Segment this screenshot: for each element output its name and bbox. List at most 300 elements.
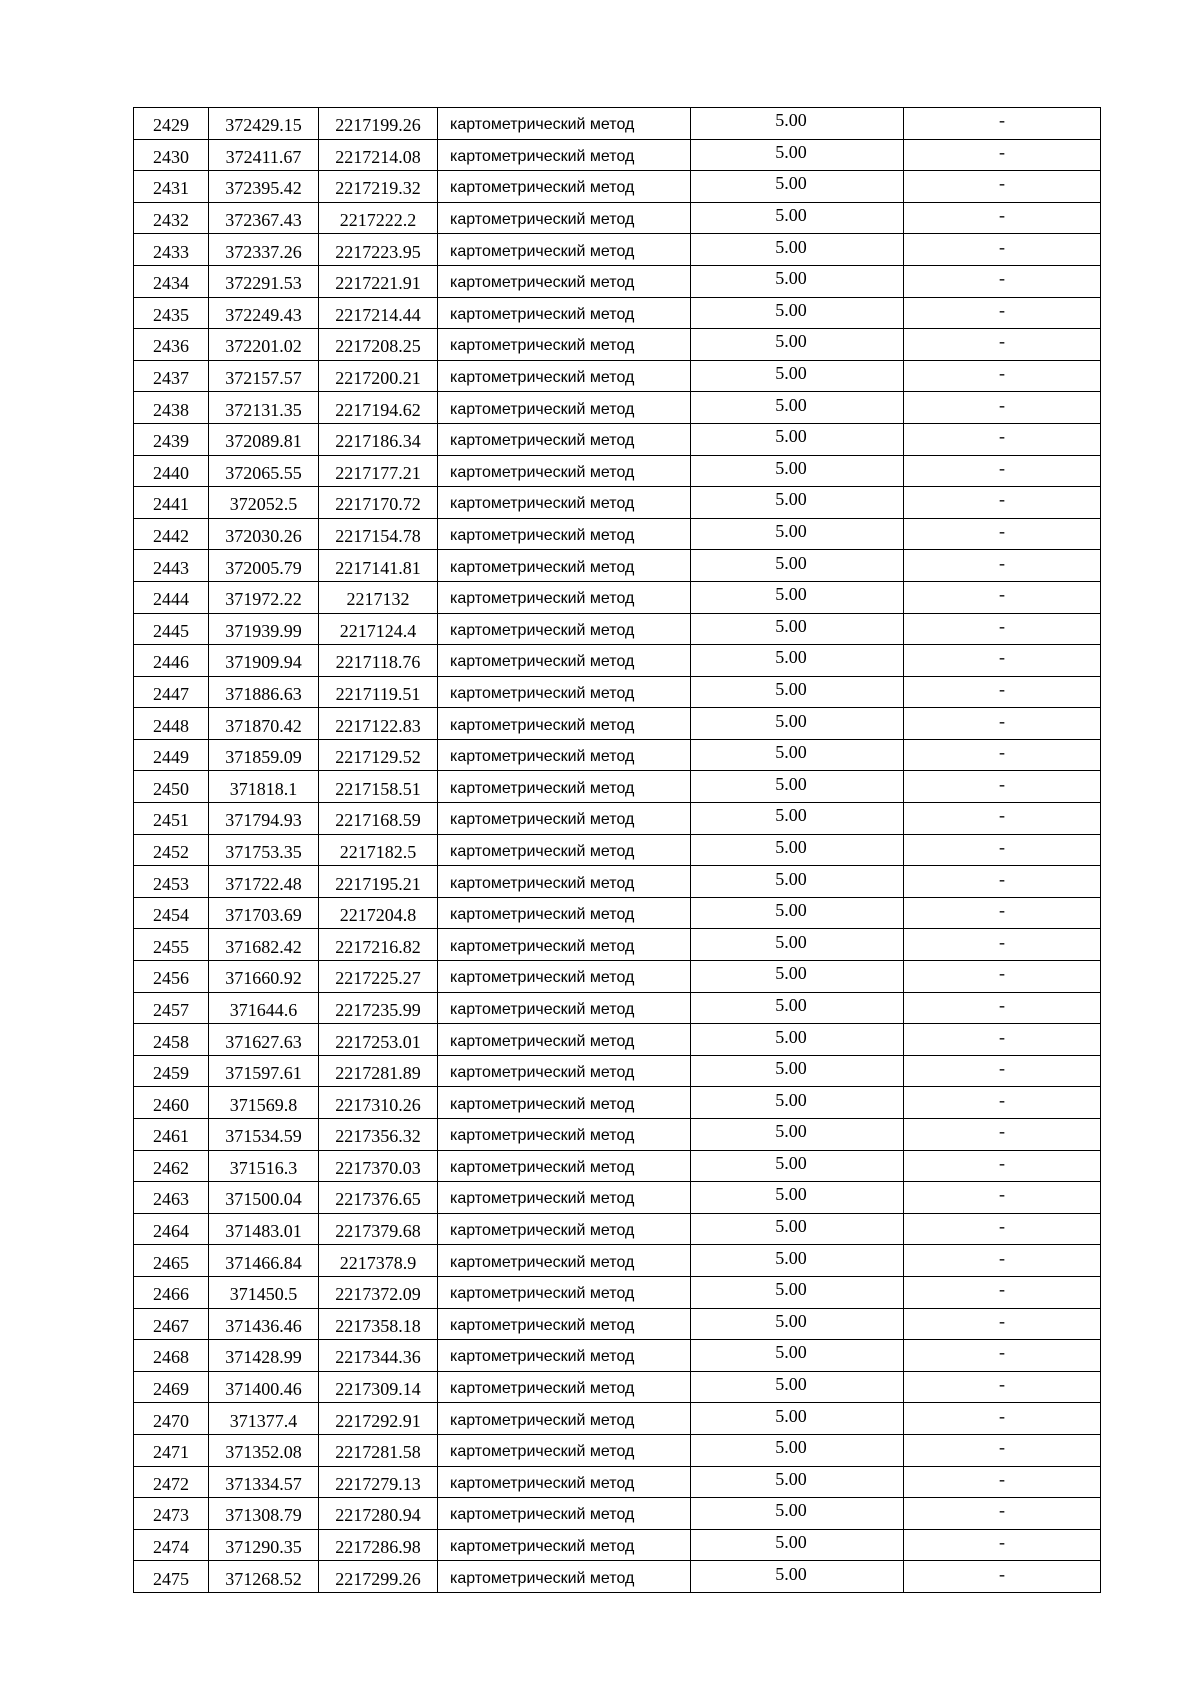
note-text: -: [999, 1247, 1005, 1268]
y-coordinate-text: 2217286.98: [335, 1537, 421, 1558]
table-row: [134, 550, 1101, 582]
accuracy-cell: [691, 360, 904, 392]
x-coordinate-text: 371597.61: [225, 1063, 302, 1084]
method-cell: [438, 518, 691, 550]
x-coordinate-text: 371268.52: [225, 1568, 302, 1589]
method-text: картометрический метод: [450, 621, 635, 639]
y-coordinate-cell: [319, 771, 438, 803]
point-number-text: 2462: [153, 1157, 189, 1178]
y-coordinate-cell: [319, 1340, 438, 1372]
method-text: картометрический метод: [450, 116, 635, 134]
point-number-text: 2465: [153, 1252, 189, 1273]
y-coordinate-text: 2217344.36: [335, 1347, 421, 1368]
table-row: [134, 929, 1101, 961]
note-text: -: [999, 426, 1005, 447]
table-row: [134, 1276, 1101, 1308]
y-coordinate-cell: [319, 1245, 438, 1277]
note-text: -: [999, 1216, 1005, 1237]
point-number-cell: [134, 1213, 209, 1245]
note-text: -: [999, 773, 1005, 794]
accuracy-cell: [691, 550, 904, 582]
method-cell: [438, 1308, 691, 1340]
accuracy-cell: [691, 581, 904, 613]
accuracy-text: 5.00: [775, 994, 807, 1015]
accuracy-text: 5.00: [775, 173, 807, 194]
note-cell: [904, 1245, 1101, 1277]
table-row: [134, 1561, 1101, 1593]
method-text: картометрический метод: [450, 305, 635, 323]
accuracy-cell: [691, 897, 904, 929]
point-number-cell: [134, 234, 209, 266]
accuracy-cell: [691, 613, 904, 645]
x-coordinate-text: 371308.79: [225, 1505, 302, 1526]
point-number-text: 2453: [153, 873, 189, 894]
accuracy-cell: [691, 1340, 904, 1372]
accuracy-cell: [691, 1466, 904, 1498]
point-number-text: 2472: [153, 1473, 189, 1494]
y-coordinate-cell: [319, 1213, 438, 1245]
y-coordinate-cell: [319, 265, 438, 297]
accuracy-text: 5.00: [775, 836, 807, 857]
y-coordinate-cell: [319, 297, 438, 329]
table-row: [134, 1403, 1101, 1435]
point-number-cell: [134, 487, 209, 519]
note-cell: [904, 1024, 1101, 1056]
note-cell: [904, 1308, 1101, 1340]
accuracy-cell: [691, 1498, 904, 1530]
method-text: картометрический метод: [450, 1411, 635, 1429]
y-coordinate-cell: [319, 961, 438, 993]
x-coordinate-text: 371534.59: [225, 1126, 302, 1147]
note-cell: [904, 771, 1101, 803]
y-coordinate-text: 2217186.34: [335, 431, 421, 452]
x-coordinate-cell: [209, 1403, 319, 1435]
y-coordinate-text: 2217200.21: [335, 368, 421, 389]
method-text: картометрический метод: [450, 369, 635, 387]
note-cell: [904, 1276, 1101, 1308]
table-row: [134, 1466, 1101, 1498]
x-coordinate-cell: [209, 1561, 319, 1593]
x-coordinate-cell: [209, 992, 319, 1024]
note-cell: [904, 1340, 1101, 1372]
y-coordinate-cell: [319, 1561, 438, 1593]
y-coordinate-cell: [319, 1055, 438, 1087]
note-text: -: [999, 1279, 1005, 1300]
accuracy-cell: [691, 645, 904, 677]
note-text: -: [999, 1468, 1005, 1489]
y-coordinate-text: 2217379.68: [335, 1221, 421, 1242]
y-coordinate-text: 2217309.14: [335, 1379, 421, 1400]
accuracy-text: 5.00: [775, 678, 807, 699]
method-cell: [438, 1087, 691, 1119]
method-text: картометрический метод: [450, 1474, 635, 1492]
x-coordinate-cell: [209, 771, 319, 803]
y-coordinate-text: 2217194.62: [335, 399, 421, 420]
point-number-cell: [134, 1308, 209, 1340]
point-number-text: 2448: [153, 715, 189, 736]
note-cell: [904, 1498, 1101, 1530]
x-coordinate-text: 371682.42: [225, 936, 302, 957]
note-cell: [904, 1561, 1101, 1593]
point-number-cell: [134, 423, 209, 455]
accuracy-text: 5.00: [775, 1026, 807, 1047]
accuracy-text: 5.00: [775, 205, 807, 226]
y-coordinate-cell: [319, 423, 438, 455]
table-row: [134, 581, 1101, 613]
point-number-cell: [134, 1403, 209, 1435]
point-number-cell: [134, 961, 209, 993]
point-number-text: 2449: [153, 747, 189, 768]
method-cell: [438, 961, 691, 993]
x-coordinate-cell: [209, 1213, 319, 1245]
note-text: -: [999, 205, 1005, 226]
y-coordinate-text: 2217280.94: [335, 1505, 421, 1526]
accuracy-cell: [691, 1213, 904, 1245]
point-number-cell: [134, 1245, 209, 1277]
method-text: картометрический метод: [450, 1443, 635, 1461]
accuracy-cell: [691, 1150, 904, 1182]
point-number-text: 2470: [153, 1410, 189, 1431]
point-number-cell: [134, 1498, 209, 1530]
y-coordinate-cell: [319, 329, 438, 361]
y-coordinate-text: 2217281.89: [335, 1063, 421, 1084]
note-text: -: [999, 1152, 1005, 1173]
point-number-cell: [134, 1119, 209, 1151]
accuracy-text: 5.00: [775, 1405, 807, 1426]
point-number-cell: [134, 929, 209, 961]
x-coordinate-cell: [209, 1245, 319, 1277]
point-number-cell: [134, 613, 209, 645]
y-coordinate-text: 2217118.76: [335, 652, 421, 673]
point-number-text: 2451: [153, 810, 189, 831]
note-text: -: [999, 647, 1005, 668]
x-coordinate-text: 371703.69: [225, 905, 302, 926]
method-cell: [438, 708, 691, 740]
method-cell: [438, 423, 691, 455]
accuracy-text: 5.00: [775, 805, 807, 826]
y-coordinate-text: 2217253.01: [335, 1031, 421, 1052]
accuracy-cell: [691, 1371, 904, 1403]
point-number-text: 2469: [153, 1379, 189, 1400]
accuracy-cell: [691, 1403, 904, 1435]
x-coordinate-text: 371352.08: [225, 1442, 302, 1463]
method-cell: [438, 329, 691, 361]
note-cell: [904, 1087, 1101, 1119]
y-coordinate-text: 2217356.32: [335, 1126, 421, 1147]
x-coordinate-cell: [209, 487, 319, 519]
method-cell: [438, 866, 691, 898]
y-coordinate-cell: [319, 613, 438, 645]
x-coordinate-text: 371939.99: [225, 620, 302, 641]
x-coordinate-text: 372291.53: [225, 273, 302, 294]
y-coordinate-cell: [319, 202, 438, 234]
note-cell: [904, 1213, 1101, 1245]
method-cell: [438, 803, 691, 835]
accuracy-cell: [691, 676, 904, 708]
note-text: -: [999, 1121, 1005, 1142]
y-coordinate-text: 2217122.83: [335, 715, 421, 736]
x-coordinate-cell: [209, 834, 319, 866]
method-text: картометрический метод: [450, 748, 635, 766]
note-cell: [904, 1182, 1101, 1214]
note-cell: [904, 992, 1101, 1024]
point-number-cell: [134, 834, 209, 866]
point-number-text: 2437: [153, 368, 189, 389]
x-coordinate-text: 371400.46: [225, 1379, 302, 1400]
accuracy-cell: [691, 1276, 904, 1308]
note-cell: [904, 297, 1101, 329]
point-number-cell: [134, 139, 209, 171]
accuracy-cell: [691, 455, 904, 487]
y-coordinate-cell: [319, 455, 438, 487]
note-cell: [904, 108, 1101, 140]
y-coordinate-text: 2217132: [346, 589, 410, 610]
point-number-text: 2429: [153, 115, 189, 136]
table-row: [134, 487, 1101, 519]
method-cell: [438, 202, 691, 234]
y-coordinate-cell: [319, 1371, 438, 1403]
table-row: [134, 297, 1101, 329]
x-coordinate-cell: [209, 676, 319, 708]
method-cell: [438, 897, 691, 929]
method-text: картометрический метод: [450, 969, 635, 987]
point-number-text: 2452: [153, 841, 189, 862]
point-number-cell: [134, 1340, 209, 1372]
point-number-text: 2466: [153, 1284, 189, 1305]
x-coordinate-cell: [209, 202, 319, 234]
point-number-text: 2445: [153, 620, 189, 641]
point-number-cell: [134, 1466, 209, 1498]
method-text: картометрический метод: [450, 1348, 635, 1366]
accuracy-text: 5.00: [775, 647, 807, 668]
point-number-cell: [134, 108, 209, 140]
y-coordinate-cell: [319, 803, 438, 835]
point-number-text: 2436: [153, 336, 189, 357]
accuracy-cell: [691, 329, 904, 361]
accuracy-cell: [691, 392, 904, 424]
note-cell: [904, 708, 1101, 740]
table-row: [134, 139, 1101, 171]
point-number-text: 2440: [153, 462, 189, 483]
x-coordinate-text: 372131.35: [225, 399, 302, 420]
y-coordinate-text: 2217129.52: [335, 747, 421, 768]
y-coordinate-text: 2217310.26: [335, 1094, 421, 1115]
point-number-text: 2474: [153, 1537, 189, 1558]
note-cell: [904, 171, 1101, 203]
method-cell: [438, 1276, 691, 1308]
point-number-cell: [134, 1150, 209, 1182]
accuracy-text: 5.00: [775, 1184, 807, 1205]
note-text: -: [999, 994, 1005, 1015]
y-coordinate-cell: [319, 897, 438, 929]
note-text: -: [999, 236, 1005, 257]
x-coordinate-cell: [209, 139, 319, 171]
note-text: -: [999, 1532, 1005, 1553]
y-coordinate-cell: [319, 708, 438, 740]
point-number-cell: [134, 1561, 209, 1593]
point-number-cell: [134, 297, 209, 329]
accuracy-cell: [691, 739, 904, 771]
x-coordinate-text: 371753.35: [225, 841, 302, 862]
accuracy-cell: [691, 1529, 904, 1561]
point-number-cell: [134, 1371, 209, 1403]
x-coordinate-text: 371722.48: [225, 873, 302, 894]
x-coordinate-text: 372337.26: [225, 241, 302, 262]
x-coordinate-text: 372395.42: [225, 178, 302, 199]
y-coordinate-cell: [319, 1466, 438, 1498]
x-coordinate-text: 371569.8: [229, 1094, 298, 1115]
point-number-text: 2473: [153, 1505, 189, 1526]
x-coordinate-text: 371818.1: [229, 778, 298, 799]
method-text: картометрический метод: [450, 779, 635, 797]
x-coordinate-cell: [209, 550, 319, 582]
note-cell: [904, 1371, 1101, 1403]
note-text: -: [999, 1563, 1005, 1584]
table-row: [134, 1055, 1101, 1087]
x-coordinate-cell: [209, 455, 319, 487]
table-row: [134, 739, 1101, 771]
y-coordinate-cell: [319, 518, 438, 550]
accuracy-text: 5.00: [775, 710, 807, 731]
y-coordinate-cell: [319, 1403, 438, 1435]
note-text: -: [999, 805, 1005, 826]
y-coordinate-text: 2217214.08: [335, 146, 421, 167]
x-coordinate-cell: [209, 423, 319, 455]
point-number-cell: [134, 360, 209, 392]
table-row: [134, 992, 1101, 1024]
table-row: [134, 518, 1101, 550]
x-coordinate-cell: [209, 1466, 319, 1498]
point-number-cell: [134, 1087, 209, 1119]
point-number-text: 2450: [153, 778, 189, 799]
x-coordinate-text: 372429.15: [225, 115, 302, 136]
table-row: [134, 1213, 1101, 1245]
accuracy-cell: [691, 234, 904, 266]
method-text: картометрический метод: [450, 590, 635, 608]
y-coordinate-text: 2217223.95: [335, 241, 421, 262]
x-coordinate-cell: [209, 265, 319, 297]
y-coordinate-cell: [319, 1498, 438, 1530]
note-cell: [904, 676, 1101, 708]
y-coordinate-cell: [319, 1529, 438, 1561]
point-number-text: 2467: [153, 1315, 189, 1336]
method-text: картометрический метод: [450, 432, 635, 450]
method-text: картометрический метод: [450, 1285, 635, 1303]
y-coordinate-cell: [319, 929, 438, 961]
point-number-cell: [134, 1434, 209, 1466]
accuracy-cell: [691, 1024, 904, 1056]
note-cell: [904, 1529, 1101, 1561]
y-coordinate-cell: [319, 392, 438, 424]
y-coordinate-cell: [319, 1024, 438, 1056]
point-number-text: 2456: [153, 968, 189, 989]
method-text: картометрический метод: [450, 527, 635, 545]
point-number-text: 2458: [153, 1031, 189, 1052]
table-row: [134, 771, 1101, 803]
note-cell: [904, 1055, 1101, 1087]
point-number-text: 2455: [153, 936, 189, 957]
method-text: картометрический метод: [450, 1127, 635, 1145]
note-cell: [904, 803, 1101, 835]
accuracy-text: 5.00: [775, 1532, 807, 1553]
point-number-text: 2447: [153, 683, 189, 704]
method-cell: [438, 455, 691, 487]
note-cell: [904, 1466, 1101, 1498]
x-coordinate-text: 371794.93: [225, 810, 302, 831]
point-number-cell: [134, 1024, 209, 1056]
x-coordinate-cell: [209, 739, 319, 771]
y-coordinate-text: 2217141.81: [335, 557, 421, 578]
x-coordinate-text: 372005.79: [225, 557, 302, 578]
method-cell: [438, 645, 691, 677]
accuracy-text: 5.00: [775, 1247, 807, 1268]
accuracy-text: 5.00: [775, 1500, 807, 1521]
method-text: картометрический метод: [450, 1158, 635, 1176]
accuracy-text: 5.00: [775, 742, 807, 763]
point-number-text: 2460: [153, 1094, 189, 1115]
y-coordinate-cell: [319, 1087, 438, 1119]
x-coordinate-text: 371870.42: [225, 715, 302, 736]
y-coordinate-text: 2217358.18: [335, 1315, 421, 1336]
accuracy-cell: [691, 297, 904, 329]
y-coordinate-text: 2217214.44: [335, 304, 421, 325]
point-number-cell: [134, 202, 209, 234]
method-cell: [438, 834, 691, 866]
x-coordinate-cell: [209, 645, 319, 677]
y-coordinate-text: 2217199.26: [335, 115, 421, 136]
table-row: [134, 1024, 1101, 1056]
x-coordinate-cell: [209, 708, 319, 740]
method-text: картометрический метод: [450, 1506, 635, 1524]
note-text: -: [999, 836, 1005, 857]
method-cell: [438, 676, 691, 708]
accuracy-cell: [691, 929, 904, 961]
accuracy-cell: [691, 866, 904, 898]
y-coordinate-cell: [319, 1119, 438, 1151]
table-row: [134, 1087, 1101, 1119]
note-text: -: [999, 1310, 1005, 1331]
note-text: -: [999, 615, 1005, 636]
point-number-text: 2463: [153, 1189, 189, 1210]
method-text: картометрический метод: [450, 1222, 635, 1240]
method-cell: [438, 1150, 691, 1182]
x-coordinate-text: 371627.63: [225, 1031, 302, 1052]
x-coordinate-text: 371483.01: [225, 1221, 302, 1242]
x-coordinate-cell: [209, 581, 319, 613]
method-text: картометрический метод: [450, 242, 635, 260]
method-cell: [438, 265, 691, 297]
point-number-cell: [134, 171, 209, 203]
table-row: [134, 1371, 1101, 1403]
note-text: -: [999, 678, 1005, 699]
x-coordinate-cell: [209, 1498, 319, 1530]
point-number-cell: [134, 392, 209, 424]
note-text: -: [999, 963, 1005, 984]
note-text: -: [999, 1089, 1005, 1110]
method-text: картометрический метод: [450, 1538, 635, 1556]
accuracy-text: 5.00: [775, 1089, 807, 1110]
y-coordinate-cell: [319, 360, 438, 392]
x-coordinate-text: 371859.09: [225, 747, 302, 768]
method-cell: [438, 1055, 691, 1087]
point-number-cell: [134, 329, 209, 361]
accuracy-cell: [691, 1182, 904, 1214]
y-coordinate-cell: [319, 1150, 438, 1182]
note-cell: [904, 834, 1101, 866]
x-coordinate-cell: [209, 1055, 319, 1087]
table-row: [134, 1529, 1101, 1561]
method-cell: [438, 297, 691, 329]
